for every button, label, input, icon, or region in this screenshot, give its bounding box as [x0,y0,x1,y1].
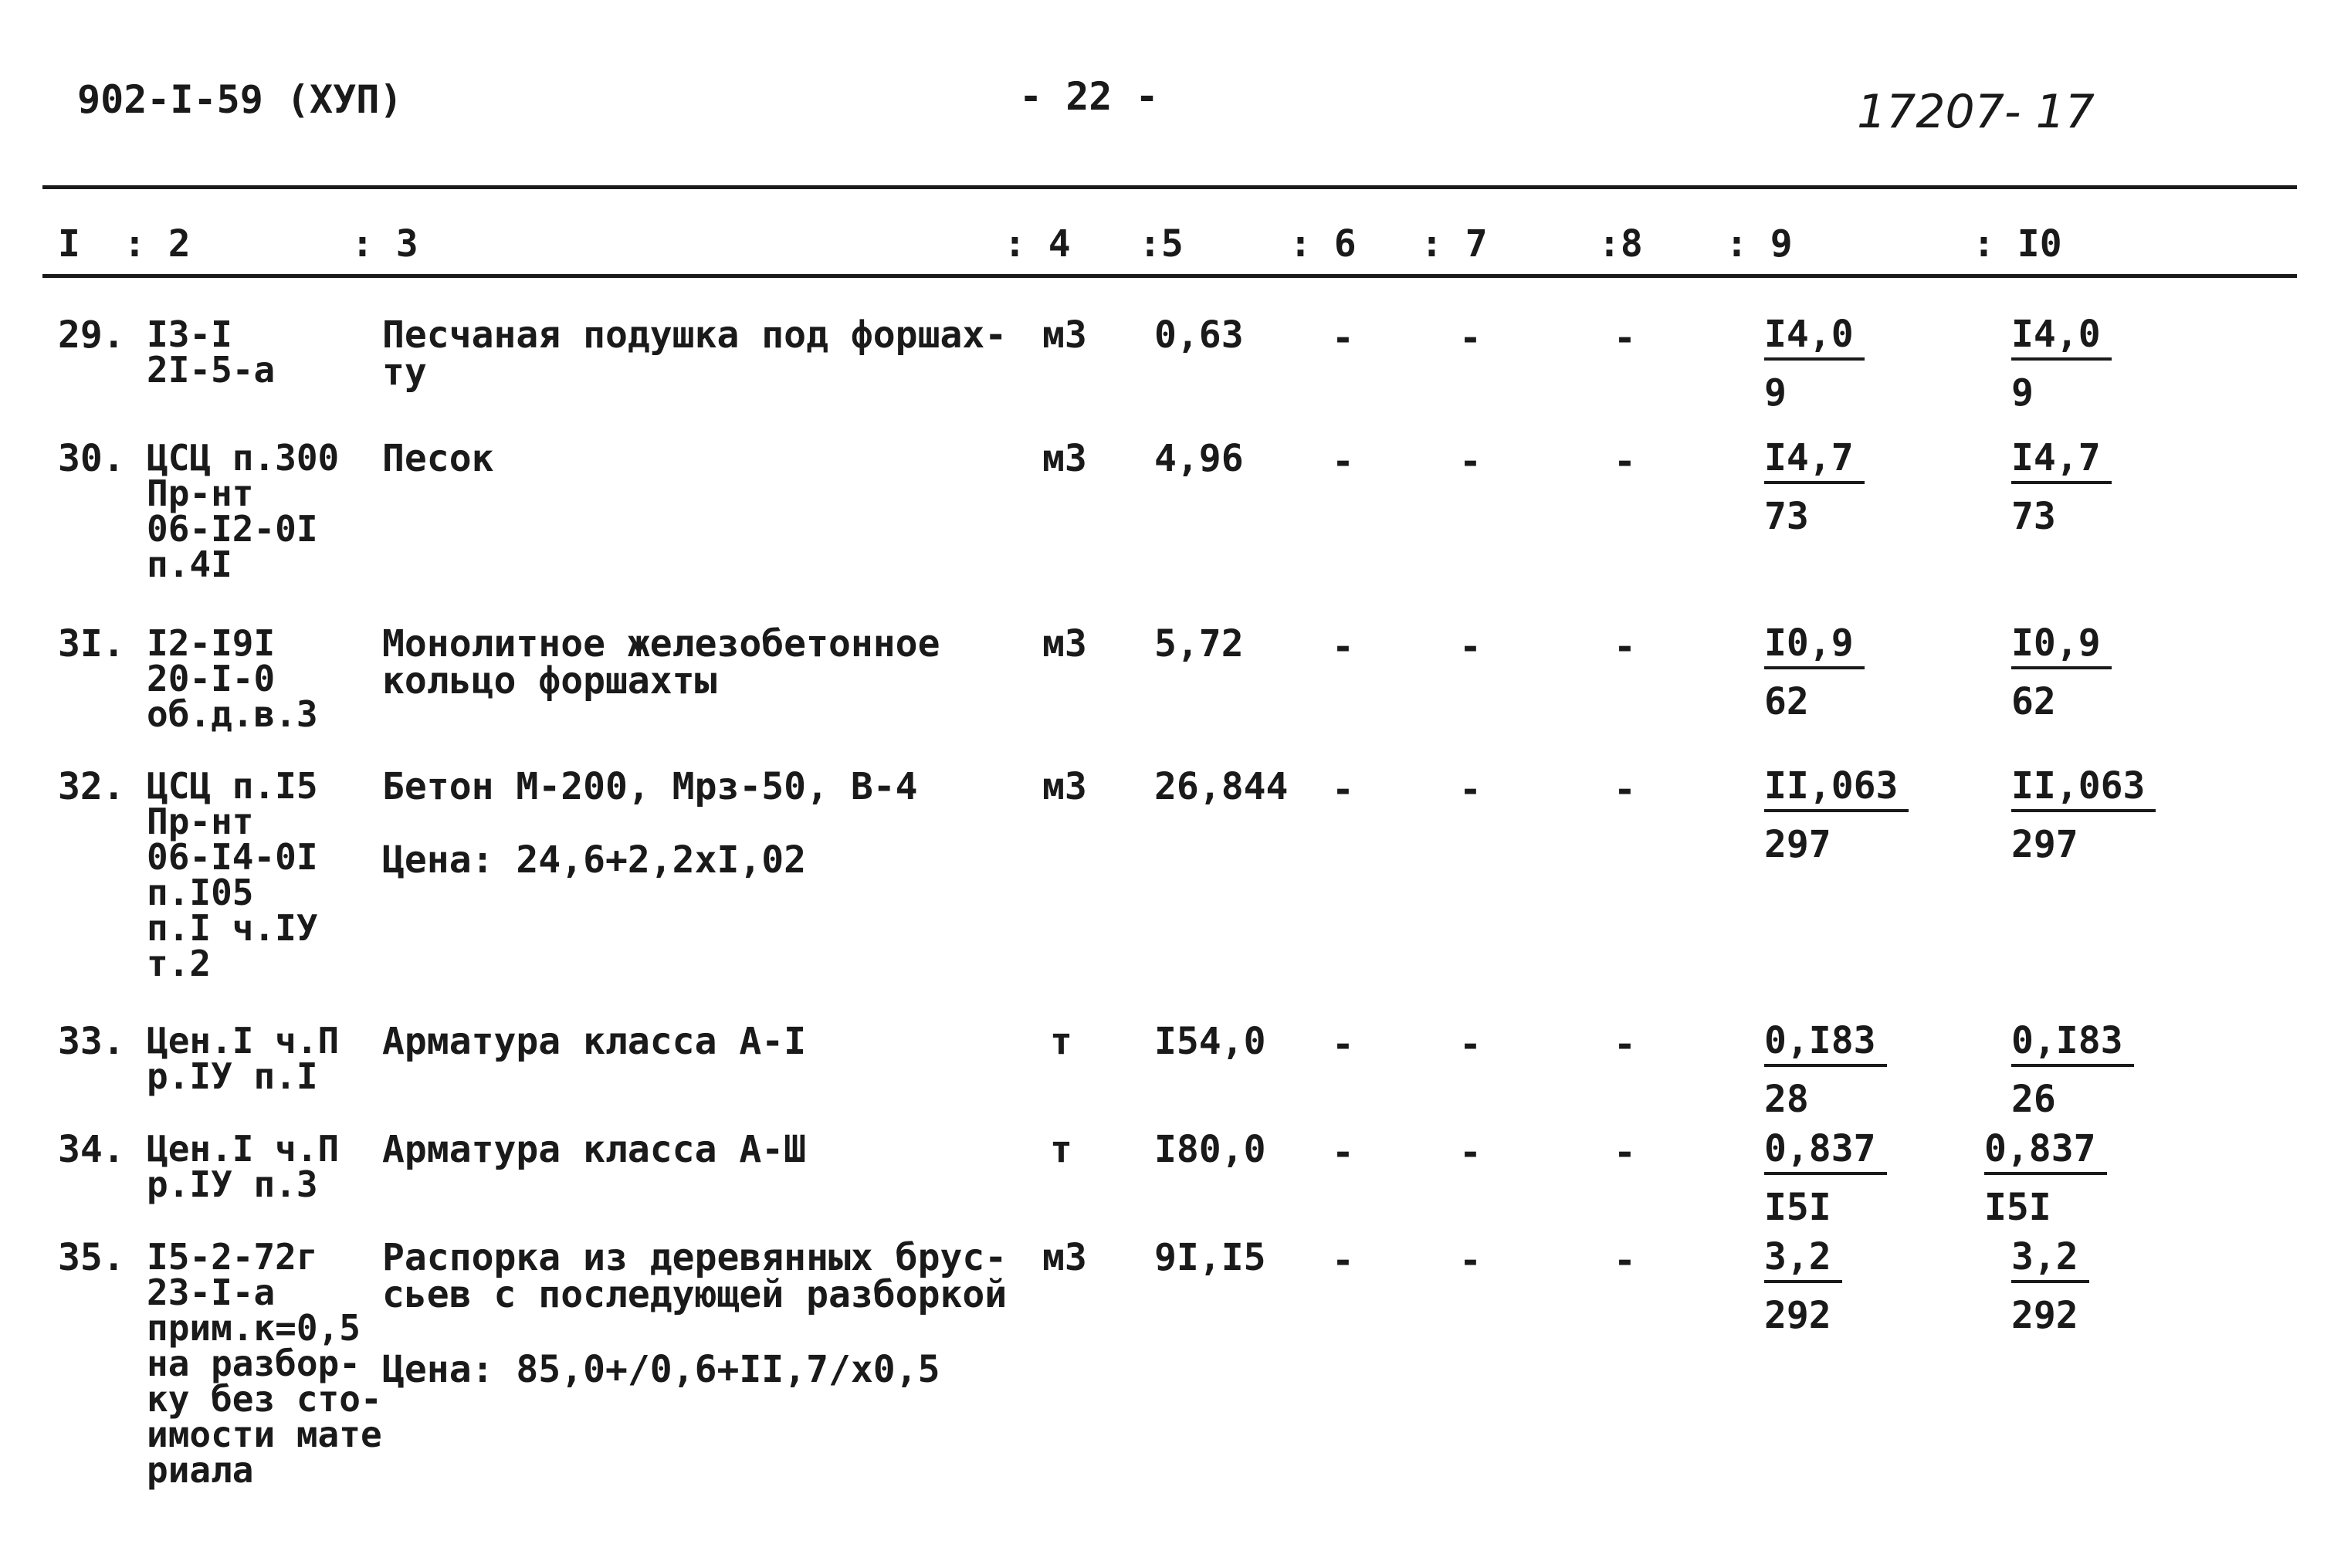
col9-denominator: I5I [1764,1186,1831,1229]
column-header-4: : 4 [1004,222,1071,266]
col10-numerator: II,063 [2011,764,2156,812]
col6-value: - [1332,625,1354,669]
col9-fraction [1764,313,1865,415]
page-number: - 22 - [1019,74,1159,119]
col10-numerator: I4,0 [2011,313,2112,361]
unit: т [1050,1128,1072,1171]
col9-fraction [1764,764,1909,866]
row-number: 34. [58,1128,125,1171]
header-rule [42,274,2297,278]
col8-value: - [1614,768,1636,811]
col8-value: - [1614,1023,1636,1066]
col10-denominator: I5I [1984,1186,2051,1229]
unit: м3 [1042,622,1087,665]
reference-code: ЦСЦ п.300 Пр-нт 06-I2-0I п.4I [147,437,340,585]
column-header-8: :8 [1598,222,1643,266]
quantity: 4,96 [1154,437,1244,480]
col10-numerator: 0,I83 [2011,1019,2134,1067]
col9-fraction [1764,1019,1887,1121]
col9-denominator: 73 [1764,495,1809,538]
col9-fraction [1764,1127,1887,1229]
col10-fraction [2011,313,2112,415]
col6-value: - [1332,1239,1354,1282]
unit: м3 [1042,1236,1087,1279]
col7-value: - [1459,1131,1482,1174]
column-header-6: : 6 [1289,222,1357,266]
col10-fraction [2011,436,2112,538]
col7-value: - [1459,625,1482,669]
col9-denominator: 9 [1764,371,1787,415]
col9-fraction [1764,436,1865,538]
quantity: 0,63 [1154,313,1244,357]
row-number: 33. [58,1020,125,1063]
col9-numerator: 0,I83 [1764,1019,1887,1067]
col9-fraction [1764,621,1865,723]
col8-value: - [1614,625,1636,669]
col9-numerator: II,063 [1764,764,1909,812]
row-number: 3I. [58,622,125,665]
col8-value: - [1614,1131,1636,1174]
col10-fraction [2011,764,2156,866]
col10-denominator: 26 [2011,1078,2056,1121]
reference-code: I2-I9I 20-I-0 об.д.в.3 [147,622,318,735]
row-number: 32. [58,765,125,808]
column-header-2: : 2 [124,222,191,266]
col10-denominator: 297 [2011,823,2078,866]
col9-numerator: I4,7 [1764,436,1865,484]
reference-code: ЦСЦ п.I5 Пр-нт 06-I4-0I п.I05 п.I ч.IУ т.2 [147,765,318,984]
col7-value: - [1459,768,1482,811]
item-description: Распорка из деревянных брус- сьев с последующей разборкой [382,1236,1008,1316]
col6-value: - [1332,317,1354,360]
col10-fraction [2011,1019,2134,1121]
column-header-3: : 3 [351,222,418,266]
column-header-1: I [58,222,80,266]
row-number: 30. [58,437,125,480]
reference-code: Цен.I ч.П р.IУ п.I [147,1020,340,1097]
col10-denominator: 292 [2011,1294,2078,1337]
col9-denominator: 297 [1764,823,1831,866]
reference-code: Цен.I ч.П р.IУ п.3 [147,1128,340,1205]
col9-denominator: 292 [1764,1294,1831,1337]
quantity: 9I,I5 [1154,1236,1266,1279]
col9-denominator: 62 [1764,680,1809,723]
reference-code: I3-I 2I-5-a [147,313,276,391]
col10-fraction [1984,1127,2107,1229]
item-description: Арматура класса А-I [382,1020,807,1063]
col10-numerator: I0,9 [2011,621,2112,669]
col6-value: - [1332,1023,1354,1066]
price-formula: Цена: 24,6+2,2хI,02 [382,838,807,882]
sheet-number: 17207- 17 [1857,85,2095,139]
column-header-10: : I0 [1973,222,2062,266]
col10-numerator: 3,2 [2011,1235,2089,1283]
item-description: Песок [382,437,494,480]
col10-fraction [2011,621,2112,723]
row-number: 35. [58,1236,125,1279]
col10-denominator: 73 [2011,495,2056,538]
unit: м3 [1042,313,1087,357]
col8-value: - [1614,440,1636,483]
col6-value: - [1332,1131,1354,1174]
unit: т [1050,1020,1072,1063]
col7-value: - [1459,440,1482,483]
top-rule [42,185,2297,189]
item-description: Песчаная подушка под форшах- ту [382,313,1008,394]
unit: м3 [1042,765,1087,808]
item-description: Монолитное железобетонное кольцо форшахты [382,622,940,703]
document-code: 902-I-59 (ХУП) [77,77,403,122]
column-header-5: :5 [1139,222,1184,266]
price-formula: Цена: 85,0+/0,6+II,7/х0,5 [382,1348,940,1391]
col9-numerator: 0,837 [1764,1127,1887,1175]
col10-denominator: 9 [2011,371,2034,415]
col10-numerator: 0,837 [1984,1127,2107,1175]
reference-code: I5-2-72г 23-I-a прим.к=0,5 на разбор- ку без сто- имости мате риала [147,1236,382,1491]
row-number: 29. [58,313,125,357]
col10-fraction [2011,1235,2089,1337]
col8-value: - [1614,1239,1636,1282]
col6-value: - [1332,440,1354,483]
col9-fraction [1764,1235,1842,1337]
item-description: Бетон М-200, Мрз-50, В-4 [382,765,918,808]
col9-numerator: I4,0 [1764,313,1865,361]
col7-value: - [1459,1239,1482,1282]
col9-numerator: I0,9 [1764,621,1865,669]
col8-value: - [1614,317,1636,360]
col9-numerator: 3,2 [1764,1235,1842,1283]
col10-denominator: 62 [2011,680,2056,723]
item-description: Арматура класса А-Ш [382,1128,807,1171]
column-header-7: : 7 [1421,222,1488,266]
col7-value: - [1459,1023,1482,1066]
col6-value: - [1332,768,1354,811]
col10-numerator: I4,7 [2011,436,2112,484]
column-header-9: : 9 [1726,222,1793,266]
col7-value: - [1459,317,1482,360]
quantity: 5,72 [1154,622,1244,665]
quantity: I80,0 [1154,1128,1266,1171]
quantity: I54,0 [1154,1020,1266,1063]
unit: м3 [1042,437,1087,480]
col9-denominator: 28 [1764,1078,1809,1121]
quantity: 26,844 [1154,765,1289,808]
